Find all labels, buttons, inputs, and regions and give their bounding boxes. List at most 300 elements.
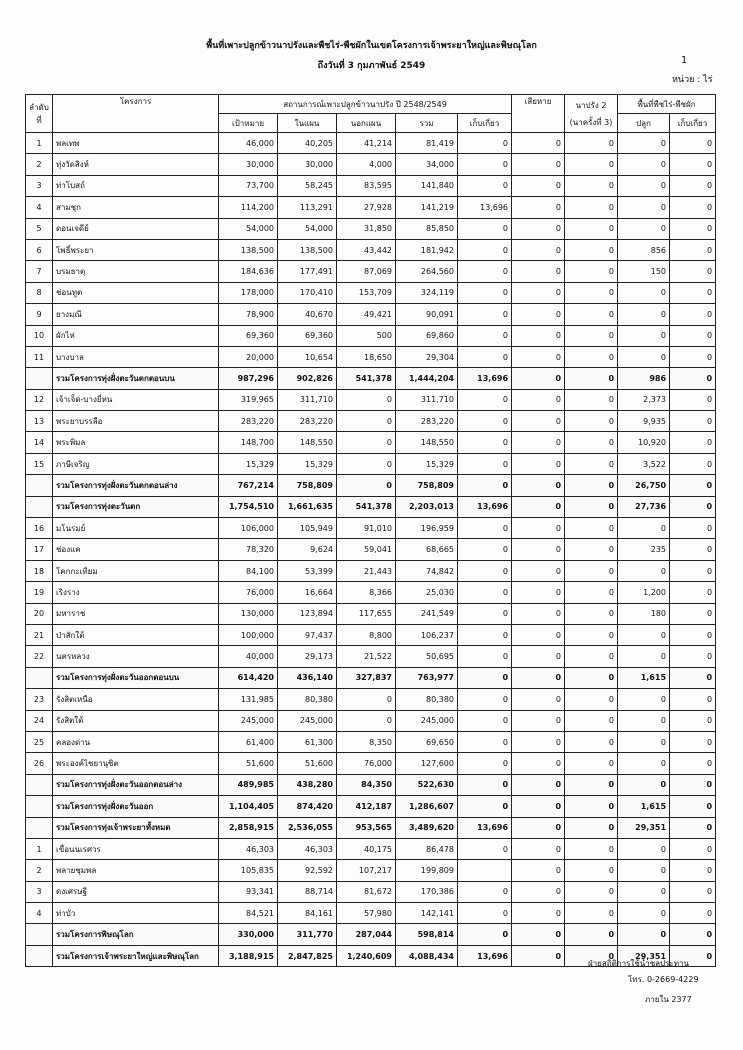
table-row xyxy=(26,689,716,710)
value-cell: 0 xyxy=(565,453,618,474)
value-cell: 0 xyxy=(618,646,670,667)
value-cell: 0 xyxy=(458,689,512,710)
value-cell: 0 xyxy=(670,731,716,752)
value-cell: 0 xyxy=(512,582,565,603)
value-cell: 0 xyxy=(670,646,716,667)
value-cell: 13,696 xyxy=(458,817,512,838)
value-cell: 100,000 xyxy=(219,624,278,645)
value-cell: 84,161 xyxy=(278,903,337,924)
value-cell: 0 xyxy=(458,603,512,624)
value-cell: 40,205 xyxy=(278,133,337,154)
value-cell: 0 xyxy=(618,624,670,645)
row-number: 9 xyxy=(26,304,53,325)
value-cell: 18,650 xyxy=(337,346,396,367)
project-name: พลเทพ xyxy=(53,133,219,154)
value-cell: 0 xyxy=(565,817,618,838)
value-cell: 0 xyxy=(458,560,512,581)
value-cell: 29,304 xyxy=(396,346,458,367)
value-cell: 0 xyxy=(670,518,716,539)
value-cell: 1,661,635 xyxy=(278,496,337,517)
table-row xyxy=(26,325,716,346)
value-cell: 196,959 xyxy=(396,518,458,539)
value-cell: 113,291 xyxy=(278,197,337,218)
project-name: รังสิตเหนือ xyxy=(53,689,219,710)
summary-row xyxy=(26,796,716,817)
table-row xyxy=(26,603,716,624)
table-row xyxy=(26,539,716,560)
project-name: โคกกะเทียม xyxy=(53,560,219,581)
value-cell: 29,173 xyxy=(278,646,337,667)
row-number: 18 xyxy=(26,560,53,581)
value-cell: 986 xyxy=(618,368,670,389)
table-row xyxy=(26,218,716,239)
value-cell: 27,928 xyxy=(337,197,396,218)
project-name: รวมโครงการเจ้าพระยาใหญ่และพิษณุโลก xyxy=(53,945,219,966)
value-cell: 0 xyxy=(512,945,565,966)
value-cell: 76,000 xyxy=(337,753,396,774)
value-cell: 245,000 xyxy=(219,710,278,731)
value-cell: 0 xyxy=(512,154,565,175)
value-cell: 20,000 xyxy=(219,346,278,367)
row-number: 3 xyxy=(26,881,53,902)
value-cell: 59,041 xyxy=(337,539,396,560)
value-cell: 8,366 xyxy=(337,582,396,603)
project-name: รวมโครงการทุ่งฝั่งตะวันออก xyxy=(53,796,219,817)
value-cell: 25,030 xyxy=(396,582,458,603)
value-cell: 40,670 xyxy=(278,304,337,325)
value-cell: 330,000 xyxy=(219,924,278,945)
value-cell: 0 xyxy=(512,197,565,218)
value-cell: 0 xyxy=(618,924,670,945)
value-cell: 0 xyxy=(670,817,716,838)
value-cell: 0 xyxy=(512,560,565,581)
value-cell: 0 xyxy=(565,903,618,924)
summary-row xyxy=(26,817,716,838)
value-cell: 84,350 xyxy=(337,774,396,795)
header-second-rice-label: นาปรัง 2 xyxy=(575,100,607,110)
value-cell: 51,600 xyxy=(219,753,278,774)
project-name: ดอนเจดีย์ xyxy=(53,218,219,239)
row-number xyxy=(26,924,53,945)
value-cell: 241,549 xyxy=(396,603,458,624)
value-cell: 0 xyxy=(670,774,716,795)
value-cell: 1,240,609 xyxy=(337,945,396,966)
value-cell: 541,378 xyxy=(337,368,396,389)
value-cell: 0 xyxy=(565,411,618,432)
value-cell: 97,437 xyxy=(278,624,337,645)
value-cell: 245,000 xyxy=(278,710,337,731)
value-cell: 0 xyxy=(458,667,512,688)
table-row xyxy=(26,239,716,260)
value-cell: 0 xyxy=(458,133,512,154)
row-number xyxy=(26,368,53,389)
value-cell: 0 xyxy=(565,175,618,196)
value-cell: 84,100 xyxy=(219,560,278,581)
project-name: พลายชุมพล xyxy=(53,860,219,881)
value-cell: 49,421 xyxy=(337,304,396,325)
value-cell: 78,320 xyxy=(219,539,278,560)
row-number: 10 xyxy=(26,325,53,346)
row-number: 1 xyxy=(26,838,53,859)
footer-department: ฝ่ายสถิติการใช้น้ำชลประทาน xyxy=(588,959,689,968)
value-cell: 10,654 xyxy=(278,346,337,367)
value-cell: 0 xyxy=(618,774,670,795)
value-cell: 0 xyxy=(458,325,512,346)
value-cell: 180 xyxy=(618,603,670,624)
value-cell: 767,214 xyxy=(219,475,278,496)
row-number: 24 xyxy=(26,710,53,731)
value-cell: 0 xyxy=(458,924,512,945)
value-cell: 13,696 xyxy=(458,368,512,389)
table-row xyxy=(26,453,716,474)
value-cell: 0 xyxy=(512,239,565,260)
value-cell: 51,600 xyxy=(278,753,337,774)
value-cell: 53,399 xyxy=(278,560,337,581)
value-cell: 0 xyxy=(512,881,565,902)
value-cell: 763,977 xyxy=(396,667,458,688)
value-cell: 0 xyxy=(512,796,565,817)
value-cell: 0 xyxy=(458,624,512,645)
value-cell: 0 xyxy=(618,346,670,367)
value-cell: 0 xyxy=(565,838,618,859)
table-row xyxy=(26,753,716,774)
table-row xyxy=(26,881,716,902)
value-cell: 856 xyxy=(618,239,670,260)
value-cell: 0 xyxy=(512,325,565,346)
row-number: 8 xyxy=(26,282,53,303)
value-cell: 0 xyxy=(618,753,670,774)
value-cell: 34,000 xyxy=(396,154,458,175)
value-cell: 0 xyxy=(565,881,618,902)
value-cell: 0 xyxy=(458,646,512,667)
value-cell: 0 xyxy=(670,710,716,731)
value-cell: 142,141 xyxy=(396,903,458,924)
value-cell: 0 xyxy=(458,774,512,795)
value-cell: 758,809 xyxy=(396,475,458,496)
value-cell: 0 xyxy=(512,496,565,517)
value-cell: 0 xyxy=(670,796,716,817)
value-cell: 0 xyxy=(565,796,618,817)
value-cell: 16,664 xyxy=(278,582,337,603)
value-cell: 27,736 xyxy=(618,496,670,517)
value-cell: 0 xyxy=(565,582,618,603)
project-name: ท่าโบสถ์ xyxy=(53,175,219,196)
value-cell: 0 xyxy=(618,881,670,902)
value-cell: 902,826 xyxy=(278,368,337,389)
value-cell: 54,000 xyxy=(219,218,278,239)
table-row xyxy=(26,261,716,282)
row-number: 16 xyxy=(26,518,53,539)
value-cell: 0 xyxy=(337,411,396,432)
value-cell: 0 xyxy=(565,710,618,731)
value-cell: 117,655 xyxy=(337,603,396,624)
value-cell: 0 xyxy=(618,218,670,239)
project-name: รวมโครงการทุ่งเจ้าพระยาทั้งหมด xyxy=(53,817,219,838)
value-cell: 319,965 xyxy=(219,389,278,410)
project-name: ป่าสักใต้ xyxy=(53,624,219,645)
value-cell: 0 xyxy=(458,518,512,539)
value-cell: 0 xyxy=(512,539,565,560)
value-cell: 311,710 xyxy=(278,389,337,410)
value-cell xyxy=(458,860,512,881)
table-row xyxy=(26,304,716,325)
value-cell: 2,373 xyxy=(618,389,670,410)
value-cell: 43,442 xyxy=(337,239,396,260)
value-cell: 0 xyxy=(458,753,512,774)
value-cell: 0 xyxy=(670,261,716,282)
value-cell: 0 xyxy=(670,903,716,924)
value-cell: 614,420 xyxy=(219,667,278,688)
row-number: 14 xyxy=(26,432,53,453)
value-cell: 0 xyxy=(670,282,716,303)
value-cell: 0 xyxy=(512,261,565,282)
project-name: ทุ่งวัดสิงห์ xyxy=(53,154,219,175)
value-cell: 88,714 xyxy=(278,881,337,902)
row-number: 1 xyxy=(26,133,53,154)
project-name: รวมโครงการพิษณุโลก xyxy=(53,924,219,945)
value-cell: 0 xyxy=(458,539,512,560)
value-cell: 0 xyxy=(512,218,565,239)
row-number: 11 xyxy=(26,346,53,367)
value-cell: 0 xyxy=(565,603,618,624)
value-cell: 0 xyxy=(670,881,716,902)
value-cell: 0 xyxy=(512,346,565,367)
value-cell: 0 xyxy=(337,475,396,496)
project-name: เขื่อนนเรศวร xyxy=(53,838,219,859)
value-cell: 93,341 xyxy=(219,881,278,902)
value-cell: 0 xyxy=(670,667,716,688)
value-cell: 0 xyxy=(670,860,716,881)
value-cell: 0 xyxy=(512,411,565,432)
value-cell: 4,000 xyxy=(337,154,396,175)
value-cell: 8,350 xyxy=(337,731,396,752)
table-row xyxy=(26,197,716,218)
project-name: พระองค์ไชยานุชิต xyxy=(53,753,219,774)
value-cell: 0 xyxy=(670,411,716,432)
value-cell: 105,949 xyxy=(278,518,337,539)
value-cell: 245,000 xyxy=(396,710,458,731)
value-cell: 0 xyxy=(565,945,618,966)
value-cell: 0 xyxy=(670,304,716,325)
project-name: มโนรมย์ xyxy=(53,518,219,539)
row-number: 4 xyxy=(26,197,53,218)
value-cell: 170,410 xyxy=(278,282,337,303)
value-cell: 0 xyxy=(670,197,716,218)
value-cell: 0 xyxy=(670,689,716,710)
value-cell: 4,088,434 xyxy=(396,945,458,966)
value-cell: 0 xyxy=(458,582,512,603)
project-name: สามชุก xyxy=(53,197,219,218)
table-row xyxy=(26,432,716,453)
value-cell: 1,444,204 xyxy=(396,368,458,389)
value-cell: 0 xyxy=(565,689,618,710)
value-cell: 0 xyxy=(618,175,670,196)
value-cell: 0 xyxy=(618,325,670,346)
value-cell: 181,942 xyxy=(396,239,458,260)
value-cell: 106,000 xyxy=(219,518,278,539)
value-cell: 87,069 xyxy=(337,261,396,282)
value-cell: 0 xyxy=(512,304,565,325)
value-cell: 0 xyxy=(512,432,565,453)
value-cell: 522,630 xyxy=(396,774,458,795)
value-cell: 0 xyxy=(618,903,670,924)
value-cell: 0 xyxy=(512,838,565,859)
value-cell: 148,550 xyxy=(396,432,458,453)
value-cell: 40,175 xyxy=(337,838,396,859)
summary-row xyxy=(26,368,716,389)
table-row xyxy=(26,389,716,410)
value-cell: 0 xyxy=(618,689,670,710)
row-number xyxy=(26,496,53,517)
value-cell: 0 xyxy=(618,197,670,218)
table-row xyxy=(26,560,716,581)
value-cell: 127,600 xyxy=(396,753,458,774)
value-cell: 0 xyxy=(512,860,565,881)
header-rice-group: สถานการณ์เพาะปลูกข้าวนาปรัง ปี 2548/2549 xyxy=(219,95,512,114)
value-cell: 0 xyxy=(670,453,716,474)
value-cell: 0 xyxy=(565,282,618,303)
value-cell: 54,000 xyxy=(278,218,337,239)
value-cell: 78,900 xyxy=(219,304,278,325)
unit-label: หน่วย : ไร่ xyxy=(672,75,713,85)
row-number: 3 xyxy=(26,175,53,196)
value-cell: 0 xyxy=(670,539,716,560)
value-cell: 0 xyxy=(618,518,670,539)
value-cell: 0 xyxy=(458,346,512,367)
value-cell: 61,300 xyxy=(278,731,337,752)
row-number: 23 xyxy=(26,689,53,710)
value-cell: 178,000 xyxy=(219,282,278,303)
value-cell: 0 xyxy=(670,133,716,154)
value-cell: 0 xyxy=(512,368,565,389)
project-name: ผักไห่ xyxy=(53,325,219,346)
value-cell: 40,000 xyxy=(219,646,278,667)
value-cell: 8,800 xyxy=(337,624,396,645)
value-cell: 138,500 xyxy=(278,239,337,260)
project-name: บางบาล xyxy=(53,346,219,367)
project-name: พระยาบรรลือ xyxy=(53,411,219,432)
value-cell: 46,303 xyxy=(278,838,337,859)
value-cell: 0 xyxy=(565,539,618,560)
value-cell: 0 xyxy=(565,261,618,282)
value-cell: 0 xyxy=(670,582,716,603)
project-name: รังสิตใต้ xyxy=(53,710,219,731)
value-cell: 0 xyxy=(670,924,716,945)
value-cell: 3,522 xyxy=(618,453,670,474)
value-cell: 0 xyxy=(458,453,512,474)
row-number xyxy=(26,796,53,817)
project-name: ดงเศรษฐี xyxy=(53,881,219,902)
row-number xyxy=(26,774,53,795)
value-cell: 90,091 xyxy=(396,304,458,325)
value-cell: 69,360 xyxy=(278,325,337,346)
summary-row xyxy=(26,924,716,945)
value-cell: 0 xyxy=(670,945,716,966)
value-cell: 123,894 xyxy=(278,603,337,624)
table-row xyxy=(26,411,716,432)
value-cell: 0 xyxy=(565,325,618,346)
report-subtitle: ถึงวันที่ 3 กุมภาพันธ์ 2549 xyxy=(317,61,426,71)
project-name: รวมโครงการทุ่งตะวันตก xyxy=(53,496,219,517)
header-plant: ปลูก xyxy=(618,114,670,133)
value-cell: 2,536,055 xyxy=(278,817,337,838)
value-cell: 0 xyxy=(618,282,670,303)
page-number: 1 xyxy=(681,55,688,66)
report-title: พื้นที่เพาะปลูกข้าวนาปรังและพืชไร่-พืชผักในเขตโครงการเจ้าพระยาใหญ่และพิษณุโลก xyxy=(206,41,537,51)
table-row xyxy=(26,582,716,603)
project-name: พระพิมล xyxy=(53,432,219,453)
value-cell: 327,837 xyxy=(337,667,396,688)
value-cell: 0 xyxy=(512,689,565,710)
value-cell: 0 xyxy=(670,154,716,175)
value-cell: 0 xyxy=(458,903,512,924)
value-cell: 0 xyxy=(670,603,716,624)
value-cell: 148,700 xyxy=(219,432,278,453)
summary-row xyxy=(26,774,716,795)
project-name: บรมธาตุ xyxy=(53,261,219,282)
value-cell: 0 xyxy=(458,475,512,496)
value-cell: 0 xyxy=(458,154,512,175)
value-cell: 0 xyxy=(670,475,716,496)
value-cell: 0 xyxy=(565,924,618,945)
project-name: ภาษีเจริญ xyxy=(53,453,219,474)
value-cell: 0 xyxy=(512,731,565,752)
header-order: ลำดับที่ xyxy=(26,95,53,133)
value-cell: 138,500 xyxy=(219,239,278,260)
project-name: ช่อนทูต xyxy=(53,282,219,303)
value-cell: 30,000 xyxy=(278,154,337,175)
value-cell: 0 xyxy=(670,239,716,260)
value-cell: 0 xyxy=(670,496,716,517)
value-cell: 0 xyxy=(618,154,670,175)
header-out-plan: นอกแผน xyxy=(337,114,396,133)
value-cell: 0 xyxy=(565,624,618,645)
table-body xyxy=(26,133,716,967)
value-cell: 92,592 xyxy=(278,860,337,881)
row-number: 17 xyxy=(26,539,53,560)
value-cell: 141,219 xyxy=(396,197,458,218)
table-row xyxy=(26,133,716,154)
value-cell: 31,850 xyxy=(337,218,396,239)
value-cell: 436,140 xyxy=(278,667,337,688)
value-cell: 68,665 xyxy=(396,539,458,560)
value-cell: 184,636 xyxy=(219,261,278,282)
value-cell: 0 xyxy=(565,560,618,581)
value-cell: 0 xyxy=(458,239,512,260)
value-cell: 15,329 xyxy=(219,453,278,474)
project-name: ช่องแค xyxy=(53,539,219,560)
value-cell: 0 xyxy=(512,667,565,688)
row-number xyxy=(26,945,53,966)
header-field-group: พื้นที่พืชไร่-พืชผัก xyxy=(618,95,716,114)
value-cell: 0 xyxy=(512,475,565,496)
value-cell: 0 xyxy=(670,346,716,367)
value-cell: 500 xyxy=(337,325,396,346)
table-row xyxy=(26,624,716,645)
row-number: 12 xyxy=(26,389,53,410)
value-cell: 3,188,915 xyxy=(219,945,278,966)
row-number: 2 xyxy=(26,860,53,881)
value-cell: 9,935 xyxy=(618,411,670,432)
value-cell: 81,672 xyxy=(337,881,396,902)
value-cell: 0 xyxy=(565,346,618,367)
summary-row xyxy=(26,496,716,517)
value-cell: 85,850 xyxy=(396,218,458,239)
row-number: 15 xyxy=(26,453,53,474)
value-cell: 0 xyxy=(512,603,565,624)
value-cell: 0 xyxy=(512,924,565,945)
project-name: รวมโครงการทุ่งฝั่งตะวันตกตอนบน xyxy=(53,368,219,389)
